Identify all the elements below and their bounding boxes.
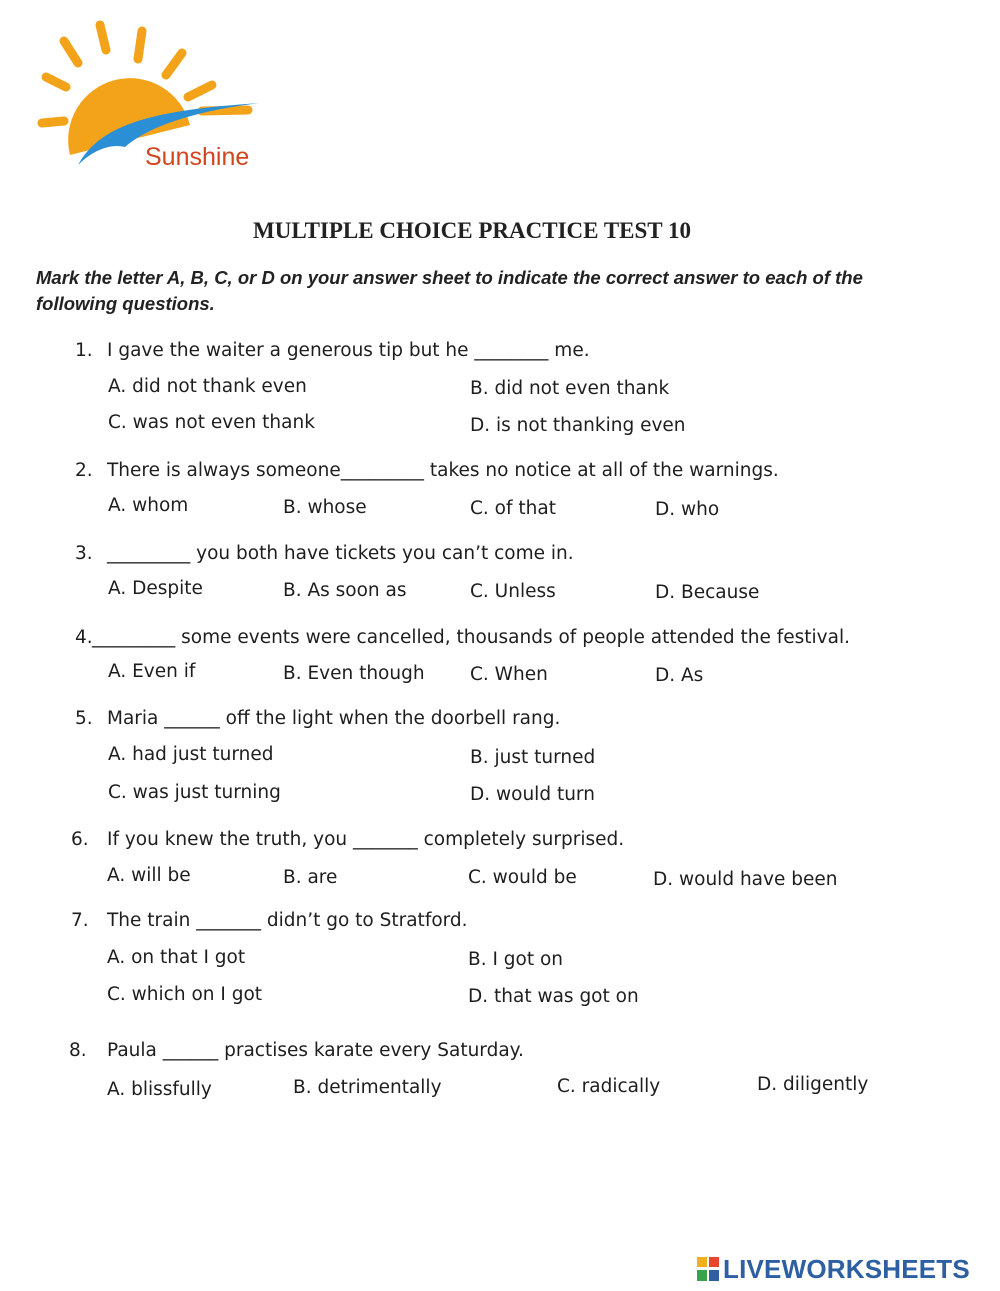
q4-option-a[interactable]: A. Even if — [108, 661, 196, 682]
q7-option-b[interactable]: B. I got on — [468, 949, 564, 970]
q5-option-d[interactable]: D. would turn — [470, 784, 595, 805]
question-number: 5. — [75, 708, 93, 729]
instructions: Mark the letter A, B, C, or D on your answer sheet to indicate the correct answer to each of the following questions. — [36, 267, 863, 314]
q2-option-c[interactable]: C. of that — [470, 498, 556, 519]
q8-option-b[interactable]: B. detrimentally — [293, 1077, 442, 1098]
page-title: MULTIPLE CHOICE PRACTICE TEST 10 — [253, 218, 691, 243]
q2-option-b[interactable]: B. whose — [283, 497, 367, 518]
question-text: If you knew the truth, you _______ completely surprised. — [107, 829, 625, 850]
question-number: 4. — [75, 627, 93, 648]
question-text: Maria ______ off the light when the doorbell rang. — [107, 708, 561, 729]
q7-option-c[interactable]: C. which on I got — [107, 984, 263, 1005]
question-number: 2. — [75, 460, 93, 481]
q1-option-c[interactable]: C. was not even thank — [108, 412, 315, 433]
question-5 — [75, 708, 560, 729]
q8-option-c[interactable]: C. radically — [557, 1076, 661, 1097]
q3-option-a[interactable]: A. Despite — [108, 578, 203, 599]
liveworksheets-logo-icon — [697, 1257, 719, 1281]
q4-option-c[interactable]: C. When — [470, 664, 548, 685]
question-number: 7. — [71, 910, 89, 931]
question-text: I gave the waiter a generous tip but he ________ me. — [107, 340, 590, 361]
q1-option-a[interactable]: A. did not thank even — [108, 376, 307, 397]
q6-option-b[interactable]: B. are — [283, 867, 338, 888]
q1-option-d[interactable]: D. is not thanking even — [470, 415, 686, 436]
question-number: 8. — [69, 1040, 87, 1061]
question-2 — [75, 460, 779, 481]
logo-text: Sunshine — [145, 143, 250, 171]
q6-option-d[interactable]: D. would have been — [653, 869, 838, 890]
q3-option-c[interactable]: C. Unless — [470, 581, 556, 602]
q5-option-a[interactable]: A. had just turned — [108, 744, 274, 765]
q3-option-d[interactable]: D. Because — [655, 582, 760, 603]
q5-option-c[interactable]: C. was just turning — [108, 782, 281, 803]
question-text: The train _______ didn’t go to Stratford. — [107, 910, 468, 931]
question-6 — [71, 829, 624, 850]
question-text: _________ some events were cancelled, thousands of people attended the festival. — [92, 627, 850, 648]
question-8 — [69, 1040, 524, 1061]
q7-option-a[interactable]: A. on that I got — [107, 947, 246, 968]
question-1 — [75, 340, 590, 361]
q3-option-b[interactable]: B. As soon as — [283, 580, 407, 601]
q6-option-c[interactable]: C. would be — [468, 867, 577, 888]
question-7 — [71, 910, 468, 931]
q8-option-d[interactable]: D. diligently — [757, 1074, 869, 1095]
q8-option-a[interactable]: A. blissfully — [107, 1079, 212, 1100]
q2-option-d[interactable]: D. who — [655, 499, 720, 520]
question-4 — [75, 627, 850, 648]
question-number: 6. — [71, 829, 89, 850]
q4-option-d[interactable]: D. As — [655, 665, 704, 686]
q7-option-d[interactable]: D. that was got on — [468, 986, 639, 1007]
liveworksheets-text: LIVEWORKSHEETS — [723, 1254, 970, 1284]
question-number: 3. — [75, 543, 93, 564]
question-text: There is always someone_________ takes no notice at all of the warnings. — [107, 460, 779, 481]
question-text: _________ you both have tickets you can’t come in. — [107, 543, 574, 564]
question-number: 1. — [75, 340, 93, 361]
question-text: Paula ______ practises karate every Saturday. — [107, 1040, 524, 1061]
q1-option-b[interactable]: B. did not even thank — [470, 378, 670, 399]
question-3 — [75, 543, 574, 564]
q4-option-b[interactable]: B. Even though — [283, 663, 425, 684]
q5-option-b[interactable]: B. just turned — [470, 747, 596, 768]
q6-option-a[interactable]: A. will be — [107, 865, 191, 886]
q2-option-a[interactable]: A. whom — [108, 495, 189, 516]
